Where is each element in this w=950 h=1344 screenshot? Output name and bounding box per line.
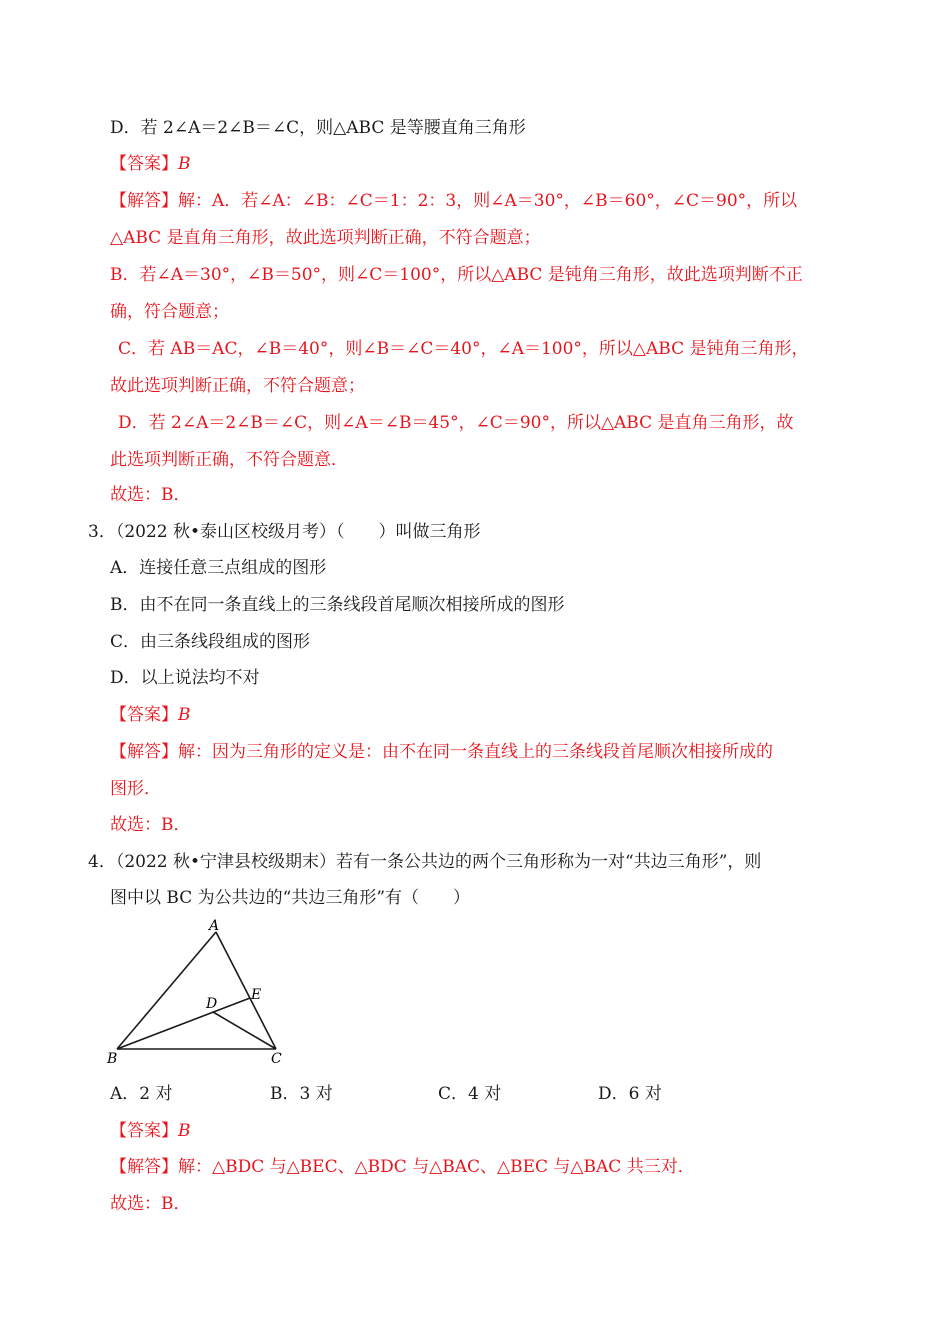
q2-solution-line-7: D．若 2∠A＝2∠B＝∠C，则∠A＝∠B＝45°，∠C＝90°，所以△ABC 是直角三角形，故 (118, 413, 794, 433)
q2-solution-line-4: 确，符合题意； (110, 302, 229, 322)
q3-option-a: A．连接任意三点组成的图形 (110, 558, 327, 578)
segment-ab (117, 932, 216, 1049)
solution-text: 解：△BDC 与△BEC、△BDC 与△BAC、△BEC 与△BAC 共三对． (178, 1157, 695, 1177)
q4-solution-line-1 (110, 1155, 695, 1179)
q3-answer (110, 703, 191, 727)
solution-text: 解：因为三角形的定义是：由不在同一条直线上的三条线段首尾顺次相接所成的 (178, 742, 773, 762)
q3-conclusion: 故选：B． (110, 815, 191, 835)
q4-option-c: C．4 对 (438, 1084, 502, 1104)
solution-label: 【解答】 (110, 191, 178, 211)
q4-option-a: A．2 对 (110, 1084, 173, 1104)
q2-solution-line-3: B．若∠A＝30°，∠B＝50°，则∠C＝100°，所以△ABC 是钝角三角形，故此选项判断不正 (110, 265, 803, 285)
q4-stem-line-1: 4．（2022 秋•宁津县校级期末）若有一条公共边的两个三角形称为一对“共边三角形”，则 (88, 852, 762, 872)
q2-conclusion: 故选：B． (110, 485, 191, 505)
label-d: D (206, 996, 218, 1012)
q2-solution-line-1 (110, 189, 797, 213)
q3-solution-line-1 (110, 740, 773, 764)
label-c: C (271, 1051, 282, 1067)
q2-solution-line-5: C．若 AB＝AC，∠B＝40°，则∠B＝∠C＝40°，∠A＝100°，所以△ABC 是钝角三角形， (118, 339, 809, 359)
answer-value: B (178, 1121, 191, 1141)
q4-option-d: D．6 对 (598, 1084, 662, 1104)
q3-stem: 3．（2022 秋•泰山区校级月考）（ ）叫做三角形 (88, 522, 481, 542)
q4-conclusion: 故选：B． (110, 1194, 191, 1214)
solution-label: 【解答】 (110, 742, 178, 762)
q2-answer (110, 152, 191, 176)
label-b: B (107, 1051, 118, 1067)
q4-answer (110, 1119, 191, 1143)
q3-solution-line-2: 图形． (110, 779, 161, 799)
q2-option-d: D．若 2∠A＝2∠B＝∠C，则△ABC 是等腰直角三角形 (110, 118, 526, 138)
answer-value: B (178, 705, 191, 725)
triangle-figure (100, 915, 300, 1070)
segment-be (117, 998, 250, 1049)
q3-option-c: C．由三条线段组成的图形 (110, 632, 311, 652)
q2-solution-line-2: △ABC 是直角三角形，故此选项判断正确，不符合题意； (110, 228, 541, 248)
q4-stem-line-2: 图中以 BC 为公共边的“共边三角形”有（ ） (110, 888, 471, 908)
answer-label: 【答案】 (110, 154, 178, 174)
q3-option-d: D．以上说法均不对 (110, 668, 260, 688)
answer-label: 【答案】 (110, 705, 178, 725)
q3-option-b: B．由不在同一条直线上的三条线段首尾顺次相接所成的图形 (110, 595, 565, 615)
q2-solution-line-8: 此选项判断正确，不符合题意． (110, 450, 348, 470)
answer-label: 【答案】 (110, 1121, 178, 1141)
solution-label: 【解答】 (110, 1157, 178, 1177)
q4-option-b: B．3 对 (270, 1084, 333, 1104)
label-e: E (251, 987, 262, 1003)
q2-solution-line-6: 故此选项判断正确，不符合题意； (110, 376, 365, 396)
answer-value: B (178, 154, 191, 174)
solution-text: 解：A．若∠A：∠B：∠C＝1：2：3，则∠A＝30°，∠B＝60°，∠C＝90°，所以 (178, 191, 798, 211)
label-a: A (209, 918, 220, 934)
